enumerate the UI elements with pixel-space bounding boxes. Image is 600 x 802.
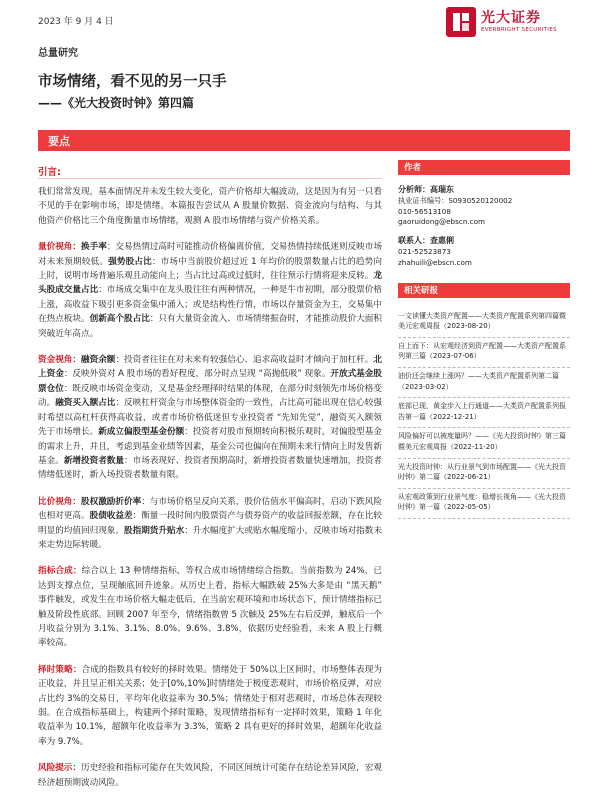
summary-paragraph [38, 353, 382, 483]
paragraph-text: ：市场表现好、投资者预期高时，新增投资者数量快速增加，投资者情绪低迷时，新入场投资者数量有限。 [38, 455, 382, 481]
summary-body [38, 164, 382, 802]
paragraph-text: 综合以上 13 种情绪指标，等权合成市场情绪综合指数。当前指数为 24%，已达到支撑点位，呈现触底回升迹象。从历史上看，指标大幅跌破 25%大多是由 “黑天鹅” 事件触发，或发生在市场价格大幅走低后，在当前宏观环境和市场状态下，预计情绪指标已触及阶段性底部。回顾 2007 年至今，情绪指数曾 5 次触及 25%左右后反弹，触底后一个月收益分别为 3.1%、3.1%、8.0%、9.6%、3.8%，依据历史经验看，未来 A 股上行概率较高。 [38, 566, 382, 649]
indicator-name: 换手率 [81, 242, 107, 253]
paragraph-label: 指标合成： [38, 566, 82, 577]
summary-header-bar [38, 130, 570, 151]
analyst-contact-line: 021-52523873 [398, 246, 451, 256]
summary-header-label: 要点 [48, 135, 70, 148]
indicator-name: 股权激励折价率 [81, 496, 142, 507]
paragraph-text: ：投资者往往在对未来有较强信心、追求高收益时才倾向于加杠杆。 [115, 355, 374, 366]
related-report-link[interactable]: 底部已现，黄金步入上行通道——大类资产配置系列报告第一篇（2022-12-21） [398, 398, 570, 428]
indicator-name: 强势股占比 [108, 256, 152, 267]
analyst-contact-line: zhahuili@ebscn.com [398, 257, 472, 267]
related-report-link[interactable]: 油价还会继续上涨吗？——大类资产配置系列第二篇（2023-03-02） [398, 368, 570, 398]
paragraph-text: ：与市场价格呈反向关系，股价估值水平偏高时，启动下跌风险也相对更高。 [38, 496, 382, 522]
paragraph-label: 择时策略： [38, 664, 82, 675]
summary-paragraph [38, 240, 382, 341]
summary-paragraph [38, 495, 382, 553]
indicator-name: 股债收益差 [89, 511, 133, 522]
indicator-name: 融资买入额占比 [55, 398, 116, 409]
indicator-name: 股指期货升贴水 [124, 525, 185, 536]
analyst-name-text: 高瑞东 [430, 185, 454, 194]
related-report-link[interactable]: 风险偏好可以被度量吗？——《光大投资时钟》第三篇暨美元宏观周报（2022-11-20） [398, 428, 570, 458]
analyst-name [398, 185, 570, 196]
paragraph-label: 风险提示： [38, 763, 81, 774]
logo-chinese-name: 光大证券 [481, 10, 541, 26]
analyst-contact-line: gaoruidong@ebscn.com [398, 217, 486, 227]
indicator-name: 新成立偏股型基金份额 [98, 427, 185, 438]
indicator-name: 开放式基金股票仓位 [38, 369, 382, 394]
paragraph-text: ：市场中当前股价超过近 1 年均价的股票数量占比的趋势向上时，说明市场普遍乐观且动能向上；当占比过高或过低时，往往预示行情将迎来反转。 [38, 256, 382, 282]
sidebar [398, 160, 570, 519]
author-header: 作者 [398, 160, 570, 175]
paragraph-text: ：交易热情过高时可能推动价格偏离价值，交易热情持续低迷则反映市场对未来预期较低。 [38, 242, 382, 267]
paragraph-text: 合成的指数具有较好的择时效果。情绪处于 50%以上区间时，市场整体表现为正收益，并且呈正相关关系；处于[0%,10%]时情绪处于极度悲观时，市场价格反弹，对应占比约 3%的交易日，平均年化收益率为 30.5%；情绪处于相对悲观时，市场总体表现较弱。在合成指标基础上，构建两个择时策略，发现情绪指标有一定择时效果，策略 1 年化收益率为 10.1%，超额年化收益率为 3.3%，策略 2 具有更好的择时效果，超额年化收益率为 9.7%。 [38, 664, 382, 747]
related-reports-header: 相关研报 [398, 283, 570, 298]
paragraph-label: 量价视角： [38, 242, 81, 253]
paragraph-text: ：反映外资对 A 股市场的看好程度，部分时点呈现 “高抛低吸” 现象。 [63, 369, 331, 380]
indicator-name: 创新高个股占比 [89, 314, 150, 325]
paragraph-text: 历史经验和指标可能存在失效风险，不同区间统计可能存在结论差异风险，宏观经济超预期波动风险。 [38, 763, 382, 788]
analyst-contact-line: 执业证书编号：S0930520120002 [398, 195, 513, 205]
analyst-role: 联系人： [398, 236, 430, 246]
analyst-list [398, 185, 570, 269]
indicator-name: 龙头股成交量占比 [38, 271, 382, 296]
paragraph-text: ：衡量一段时间内股票资产与债券资产的收益回报差额，存在比较明显的均值回归现象。 [38, 511, 382, 536]
analyst-name [398, 236, 570, 247]
summary-paragraph [38, 761, 382, 790]
related-reports-list [398, 308, 570, 519]
paragraph-text: ：只有大量资金流入、市场情绪振奋时，才能推动股价大面积突破近年高点。 [38, 314, 382, 339]
intro-heading: 引言: [38, 167, 61, 178]
analyst-role: 分析师： [398, 185, 430, 194]
paragraph-text: ：市场成交集中在龙头股往往有两种情况，一种是牛市初期，部分股票价格上涨，高收益下吸引更多资金集中涌入；或是结构性行情，市场以存量资金为主，交易集中在热点板块。 [38, 285, 382, 325]
analyst-block [398, 185, 570, 228]
summary-sections [38, 240, 382, 790]
indicator-name: 融资余额 [81, 355, 116, 366]
logo-english-name: EVERBRIGHT SECURITIES [481, 27, 557, 33]
report-subtitle: ——《光大投资时钟》第四篇 [38, 96, 195, 110]
paragraph-label: 比价视角： [38, 496, 81, 507]
intro-heading-row [38, 164, 382, 179]
report-category: 总量研究 [38, 48, 78, 59]
paragraph-text: ：升水幅度扩大或贴水幅度缩小，反映市场对指数未来走势边际转暖。 [38, 525, 382, 550]
report-title: 市场情绪，看不见的另一只手 [38, 74, 227, 90]
company-logo [446, 6, 564, 38]
paragraph-text: ：反映杠杆资金与市场整体资金的一致性，占比高可能出现在信心较强时希望以高杠杆获得高收益，或者市场价格低迷但专业投资者 “先知先觉”，融资买入额领先于市场增长。 [38, 398, 382, 438]
summary-paragraph [38, 663, 382, 749]
related-report-link[interactable]: 光大投资时钟：从行业景气到市场配置——《光大投资时钟》第二篇（2022-06-21） [398, 459, 570, 489]
paragraph-label: 资金视角： [38, 355, 81, 366]
related-report-link[interactable]: 一文读懂大类资产配置——大类资产配置系列第四篇暨美元宏观周报（2023-08-20） [398, 308, 570, 338]
everbright-logo-icon [446, 7, 476, 37]
summary-paragraph [38, 564, 382, 650]
indicator-name: 新增投资者数量 [63, 455, 125, 466]
intro-paragraph: 我们常常发现，基本面情况并未发生较大变化，资产价格却大幅波动，这是因为有另一只看不见的手在影响市场，即是情绪。本篇报告尝试从 A 股量价数据、资金流向与结构、与其他资产价格比三个角度衡量市场情绪，观测 A 股市场情绪与资产价格关系。 [38, 187, 382, 226]
paragraph-text: ：既反映市场资金变动，又是基金经理择时结果的体现，在部分时刻领先市场价格变动。 [38, 383, 382, 409]
paragraph-text: ：投资者对股市预期转向积极乐观时，对偏股型基金的需求上升，并且，考虑到基金业绩等因素，基金公司也偏向在预期未来行情向上时发售新基金。 [38, 427, 382, 466]
indicator-name: 北上资金 [38, 355, 382, 380]
related-report-link[interactable]: 自上而下：从宏观经济到资产配置——大类资产配置系列第三篇（2023-07-06） [398, 338, 570, 368]
report-date: 2023 年 9 月 4 日 [38, 17, 114, 27]
related-report-link[interactable]: 从宏观政策到行业景气度：稳增长视角——《光大投资时钟》第一篇（2022-05-05） [398, 489, 570, 519]
analyst-contact-line: 010-56513108 [398, 206, 451, 216]
analyst-name-text: 查惠俐 [430, 236, 454, 246]
analyst-block [398, 236, 570, 268]
